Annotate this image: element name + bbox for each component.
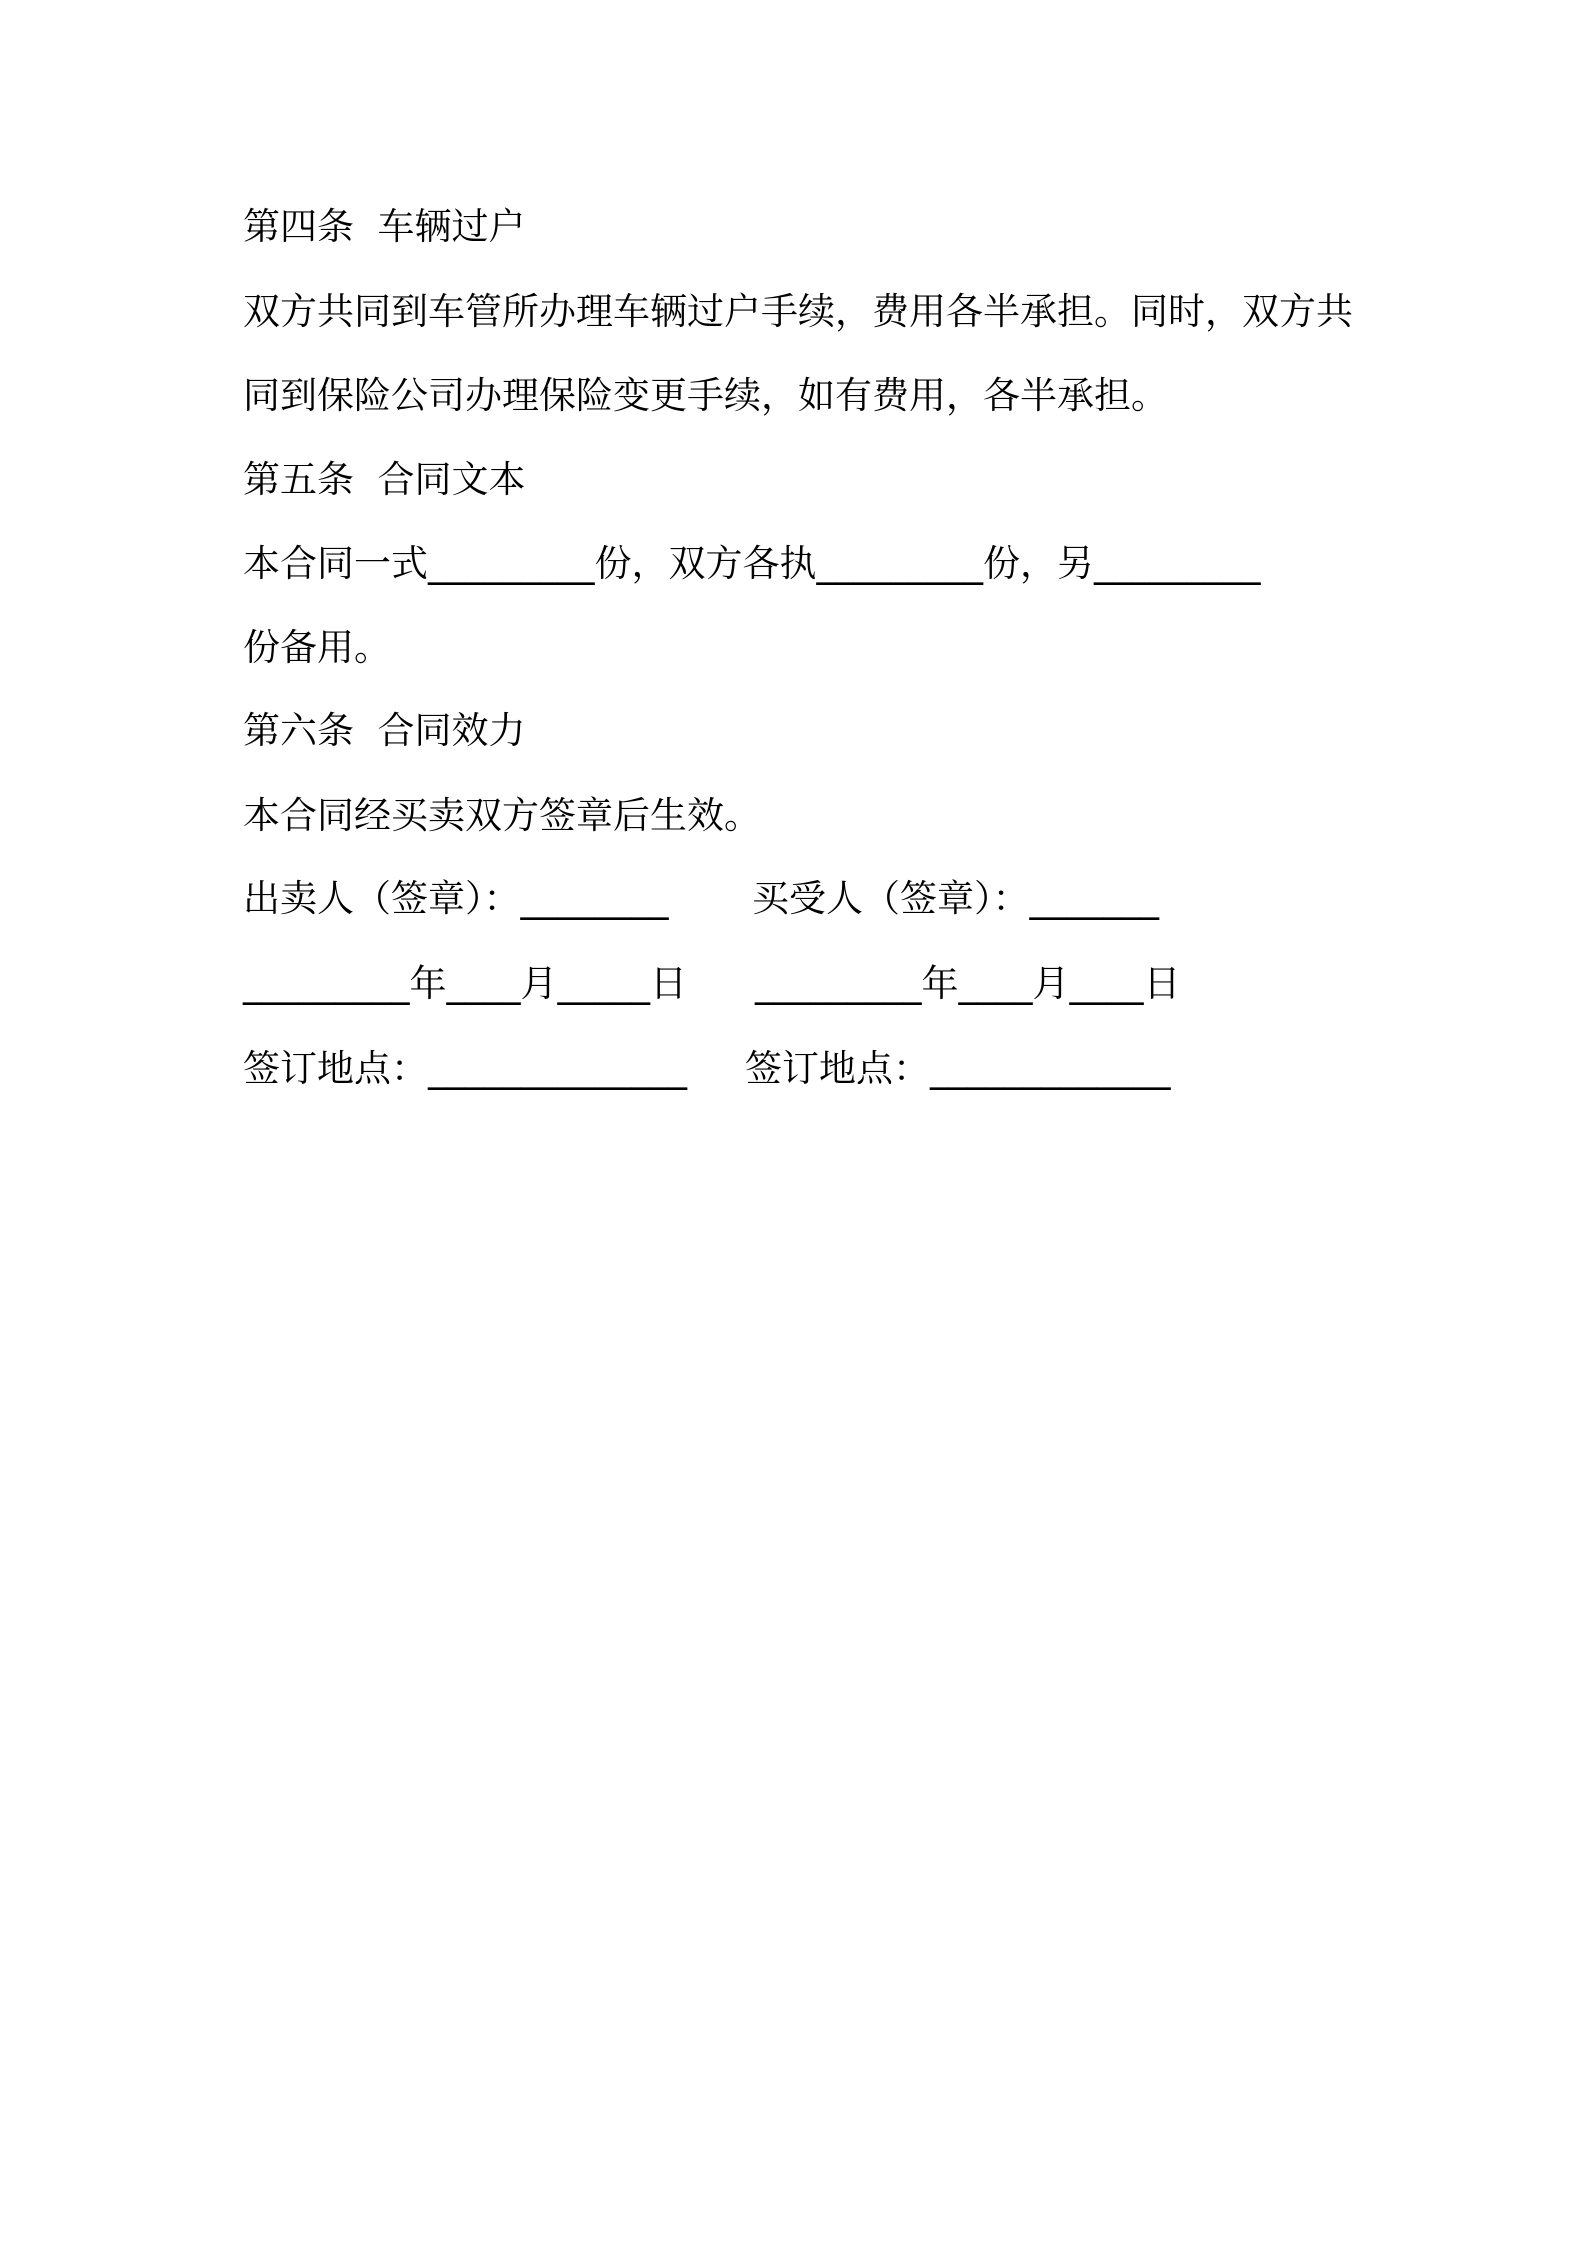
article4-heading: 第四条 车辆过户 [243, 205, 526, 248]
article4-body-line1: 双方共同到车管所办理车辆过户手续，费用各半承担。同时，双方共 [243, 290, 1353, 333]
article4-body-line2: 同到保险公司办理保险变更手续，如有费用，各半承担。 [243, 374, 1168, 417]
buyer-signing-place: 签订地点：_____________ [745, 1047, 1171, 1090]
article5-body-line2: 份备用。 [243, 626, 391, 669]
article6-heading: 第六条 合同效力 [243, 709, 526, 752]
buyer-date: _________年____月____日 [755, 962, 1181, 1005]
seller-signature: 出卖人（签章）：________ [243, 877, 669, 920]
seller-date: _________年____月_____日 [243, 962, 687, 1005]
article5-heading: 第五条 合同文本 [243, 458, 526, 501]
buyer-signature: 买受人（签章）：_______ [752, 877, 1159, 920]
article6-body-line1: 本合同经买卖双方签章后生效。 [243, 794, 761, 837]
article5-body-line1: 本合同一式_________份，双方各执_________份，另_________ [243, 542, 1261, 585]
seller-signing-place: 签订地点：______________ [243, 1047, 687, 1090]
